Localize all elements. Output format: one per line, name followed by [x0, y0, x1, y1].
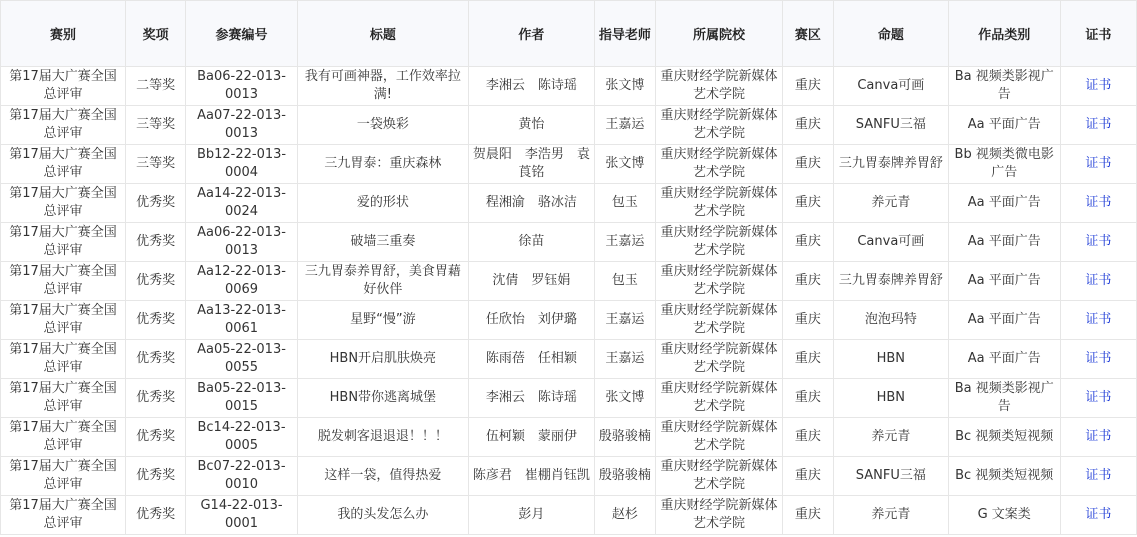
cell-region: 重庆	[783, 223, 834, 262]
cell-entry-id: Bc14-22-013-0005	[186, 418, 298, 457]
cell-title: 爱的形状	[297, 184, 468, 223]
cell-award: 优秀奖	[126, 184, 186, 223]
cell-certificate	[1060, 496, 1136, 535]
cell-award: 优秀奖	[126, 496, 186, 535]
cell-author: 任欣怡 刘伊璐	[468, 301, 594, 340]
cell-event: 第17届大广赛全国总评审	[1, 301, 126, 340]
certificate-link[interactable]: 证书	[1085, 117, 1112, 132]
cell-teacher: 张文博	[594, 145, 655, 184]
cell-event: 第17届大广赛全国总评审	[1, 67, 126, 106]
cell-category: Aa 平面广告	[948, 262, 1060, 301]
header-teacher: 指导老师	[594, 1, 655, 67]
table-row	[1, 67, 1137, 106]
table-row	[1, 418, 1137, 457]
table-row	[1, 496, 1137, 535]
cell-award: 三等奖	[126, 106, 186, 145]
cell-teacher: 包玉	[594, 184, 655, 223]
cell-region: 重庆	[783, 106, 834, 145]
cell-school: 重庆财经学院新媒体艺术学院	[655, 379, 782, 418]
cell-award: 优秀奖	[126, 301, 186, 340]
cell-teacher: 赵杉	[594, 496, 655, 535]
cell-author: 沈倩 罗钰娟	[468, 262, 594, 301]
header-entry-id: 参赛编号	[186, 1, 298, 67]
cell-entry-id: Bb12-22-013-0004	[186, 145, 298, 184]
cell-author: 彭月	[468, 496, 594, 535]
cell-teacher: 王嘉运	[594, 340, 655, 379]
cell-teacher: 王嘉运	[594, 106, 655, 145]
cell-event: 第17届大广赛全国总评审	[1, 496, 126, 535]
cell-teacher: 王嘉运	[594, 223, 655, 262]
table-row	[1, 106, 1137, 145]
cell-category: Aa 平面广告	[948, 340, 1060, 379]
cell-certificate	[1060, 340, 1136, 379]
cell-school: 重庆财经学院新媒体艺术学院	[655, 262, 782, 301]
cell-certificate	[1060, 184, 1136, 223]
cell-teacher: 包玉	[594, 262, 655, 301]
cell-entry-id: Aa12-22-013-0069	[186, 262, 298, 301]
cell-topic: Canva可画	[833, 223, 948, 262]
cell-topic: 养元青	[833, 496, 948, 535]
cell-region: 重庆	[783, 340, 834, 379]
certificate-link[interactable]: 证书	[1085, 156, 1112, 171]
certificate-link[interactable]: 证书	[1085, 468, 1112, 483]
cell-award: 优秀奖	[126, 418, 186, 457]
cell-title: 我的头发怎么办	[297, 496, 468, 535]
cell-event: 第17届大广赛全国总评审	[1, 145, 126, 184]
cell-title: 脱发刺客退退退！！！	[297, 418, 468, 457]
cell-school: 重庆财经学院新媒体艺术学院	[655, 145, 782, 184]
table-row	[1, 457, 1137, 496]
table-row	[1, 301, 1137, 340]
header-author: 作者	[468, 1, 594, 67]
cell-award: 优秀奖	[126, 223, 186, 262]
cell-event: 第17届大广赛全国总评审	[1, 223, 126, 262]
cell-category: Aa 平面广告	[948, 184, 1060, 223]
cell-topic: 三九胃泰牌养胃舒	[833, 262, 948, 301]
cell-title: 我有可画神器，工作效率拉满!	[297, 67, 468, 106]
cell-author: 陈彦君 崔棚肖钰凯	[468, 457, 594, 496]
cell-entry-id: Bc07-22-013-0010	[186, 457, 298, 496]
cell-author: 徐苗	[468, 223, 594, 262]
cell-school: 重庆财经学院新媒体艺术学院	[655, 106, 782, 145]
cell-entry-id: Aa13-22-013-0061	[186, 301, 298, 340]
cell-certificate	[1060, 145, 1136, 184]
cell-school: 重庆财经学院新媒体艺术学院	[655, 67, 782, 106]
header-school: 所属院校	[655, 1, 782, 67]
cell-topic: HBN	[833, 340, 948, 379]
cell-topic: SANFU三福	[833, 457, 948, 496]
cell-category: Ba 视频类影视广告	[948, 67, 1060, 106]
cell-award: 三等奖	[126, 145, 186, 184]
cell-title: 一袋焕彩	[297, 106, 468, 145]
cell-school: 重庆财经学院新媒体艺术学院	[655, 340, 782, 379]
header-certificate: 证书	[1060, 1, 1136, 67]
certificate-link[interactable]: 证书	[1085, 351, 1112, 366]
table-row	[1, 262, 1137, 301]
certificate-link[interactable]: 证书	[1085, 429, 1112, 444]
cell-region: 重庆	[783, 145, 834, 184]
cell-teacher: 张文博	[594, 67, 655, 106]
cell-certificate	[1060, 457, 1136, 496]
cell-topic: 养元青	[833, 184, 948, 223]
cell-teacher: 王嘉运	[594, 301, 655, 340]
cell-certificate	[1060, 262, 1136, 301]
cell-certificate	[1060, 379, 1136, 418]
cell-award: 优秀奖	[126, 262, 186, 301]
header-category: 作品类别	[948, 1, 1060, 67]
cell-region: 重庆	[783, 496, 834, 535]
cell-region: 重庆	[783, 418, 834, 457]
cell-teacher: 张文博	[594, 379, 655, 418]
cell-topic: HBN	[833, 379, 948, 418]
cell-certificate	[1060, 301, 1136, 340]
cell-author: 李湘云 陈诗瑶	[468, 67, 594, 106]
table-row	[1, 379, 1137, 418]
cell-certificate	[1060, 418, 1136, 457]
cell-school: 重庆财经学院新媒体艺术学院	[655, 457, 782, 496]
cell-category: Bc 视频类短视频	[948, 457, 1060, 496]
cell-school: 重庆财经学院新媒体艺术学院	[655, 496, 782, 535]
table-row	[1, 223, 1137, 262]
certificate-link[interactable]: 证书	[1085, 234, 1112, 249]
cell-award: 优秀奖	[126, 340, 186, 379]
cell-topic: 三九胃泰牌养胃舒	[833, 145, 948, 184]
cell-teacher: 殷骆骏楠	[594, 418, 655, 457]
cell-region: 重庆	[783, 262, 834, 301]
cell-entry-id: Aa14-22-013-0024	[186, 184, 298, 223]
cell-region: 重庆	[783, 67, 834, 106]
certificate-link[interactable]: 证书	[1085, 78, 1112, 93]
cell-award: 优秀奖	[126, 457, 186, 496]
cell-title: HBN带你逃离城堡	[297, 379, 468, 418]
table-header-row	[1, 1, 1137, 67]
cell-teacher: 殷骆骏楠	[594, 457, 655, 496]
cell-title: HBN开启肌肤焕亮	[297, 340, 468, 379]
cell-author: 伍柯颖 蒙丽伊	[468, 418, 594, 457]
cell-title: 星野“慢”游	[297, 301, 468, 340]
cell-school: 重庆财经学院新媒体艺术学院	[655, 418, 782, 457]
cell-category: G 文案类	[948, 496, 1060, 535]
cell-category: Aa 平面广告	[948, 301, 1060, 340]
cell-title: 破墙三重奏	[297, 223, 468, 262]
cell-topic: 泡泡玛特	[833, 301, 948, 340]
table-body	[1, 67, 1137, 535]
cell-author: 贺晨阳 李浩男 袁莨铭	[468, 145, 594, 184]
cell-title: 三九胃泰养胃舒，美食胃藉好伙伴	[297, 262, 468, 301]
certificate-link[interactable]: 证书	[1085, 195, 1112, 210]
cell-topic: SANFU三福	[833, 106, 948, 145]
cell-event: 第17届大广赛全国总评审	[1, 340, 126, 379]
header-region: 赛区	[783, 1, 834, 67]
cell-certificate	[1060, 106, 1136, 145]
cell-entry-id: Aa07-22-013-0013	[186, 106, 298, 145]
cell-category: Ba 视频类影视广告	[948, 379, 1060, 418]
cell-school: 重庆财经学院新媒体艺术学院	[655, 184, 782, 223]
cell-entry-id: Aa06-22-013-0013	[186, 223, 298, 262]
cell-event: 第17届大广赛全国总评审	[1, 262, 126, 301]
cell-certificate	[1060, 223, 1136, 262]
certificate-link[interactable]: 证书	[1085, 312, 1112, 327]
cell-category: Bb 视频类微电影广告	[948, 145, 1060, 184]
cell-event: 第17届大广赛全国总评审	[1, 418, 126, 457]
cell-region: 重庆	[783, 379, 834, 418]
cell-category: Aa 平面广告	[948, 223, 1060, 262]
cell-region: 重庆	[783, 301, 834, 340]
cell-author: 陈雨蓓 任相颖	[468, 340, 594, 379]
cell-author: 李湘云 陈诗瑶	[468, 379, 594, 418]
cell-event: 第17届大广赛全国总评审	[1, 184, 126, 223]
cell-entry-id: Aa05-22-013-0055	[186, 340, 298, 379]
cell-topic: 养元青	[833, 418, 948, 457]
cell-title: 这样一袋，值得热爱	[297, 457, 468, 496]
certificate-link[interactable]: 证书	[1085, 273, 1112, 288]
cell-entry-id: Ba05-22-013-0015	[186, 379, 298, 418]
cell-author: 黄怡	[468, 106, 594, 145]
header-award: 奖项	[126, 1, 186, 67]
cell-entry-id: G14-22-013-0001	[186, 496, 298, 535]
cell-school: 重庆财经学院新媒体艺术学院	[655, 223, 782, 262]
header-event: 赛别	[1, 1, 126, 67]
cell-award: 优秀奖	[126, 379, 186, 418]
cell-category: Aa 平面广告	[948, 106, 1060, 145]
table-row	[1, 340, 1137, 379]
cell-topic: Canva可画	[833, 67, 948, 106]
cell-region: 重庆	[783, 457, 834, 496]
certificate-link[interactable]: 证书	[1085, 390, 1112, 405]
cell-event: 第17届大广赛全国总评审	[1, 379, 126, 418]
cell-region: 重庆	[783, 184, 834, 223]
cell-certificate	[1060, 67, 1136, 106]
cell-title: 三九胃泰：重庆森林	[297, 145, 468, 184]
cell-school: 重庆财经学院新媒体艺术学院	[655, 301, 782, 340]
cell-author: 程湘渝 骆冰洁	[468, 184, 594, 223]
cell-category: Bc 视频类短视频	[948, 418, 1060, 457]
certificate-link[interactable]: 证书	[1085, 507, 1112, 522]
cell-entry-id: Ba06-22-013-0013	[186, 67, 298, 106]
header-topic: 命题	[833, 1, 948, 67]
cell-event: 第17届大广赛全国总评审	[1, 457, 126, 496]
header-title: 标题	[297, 1, 468, 67]
cell-event: 第17届大广赛全国总评审	[1, 106, 126, 145]
table-row	[1, 184, 1137, 223]
table-row	[1, 145, 1137, 184]
cell-award: 二等奖	[126, 67, 186, 106]
